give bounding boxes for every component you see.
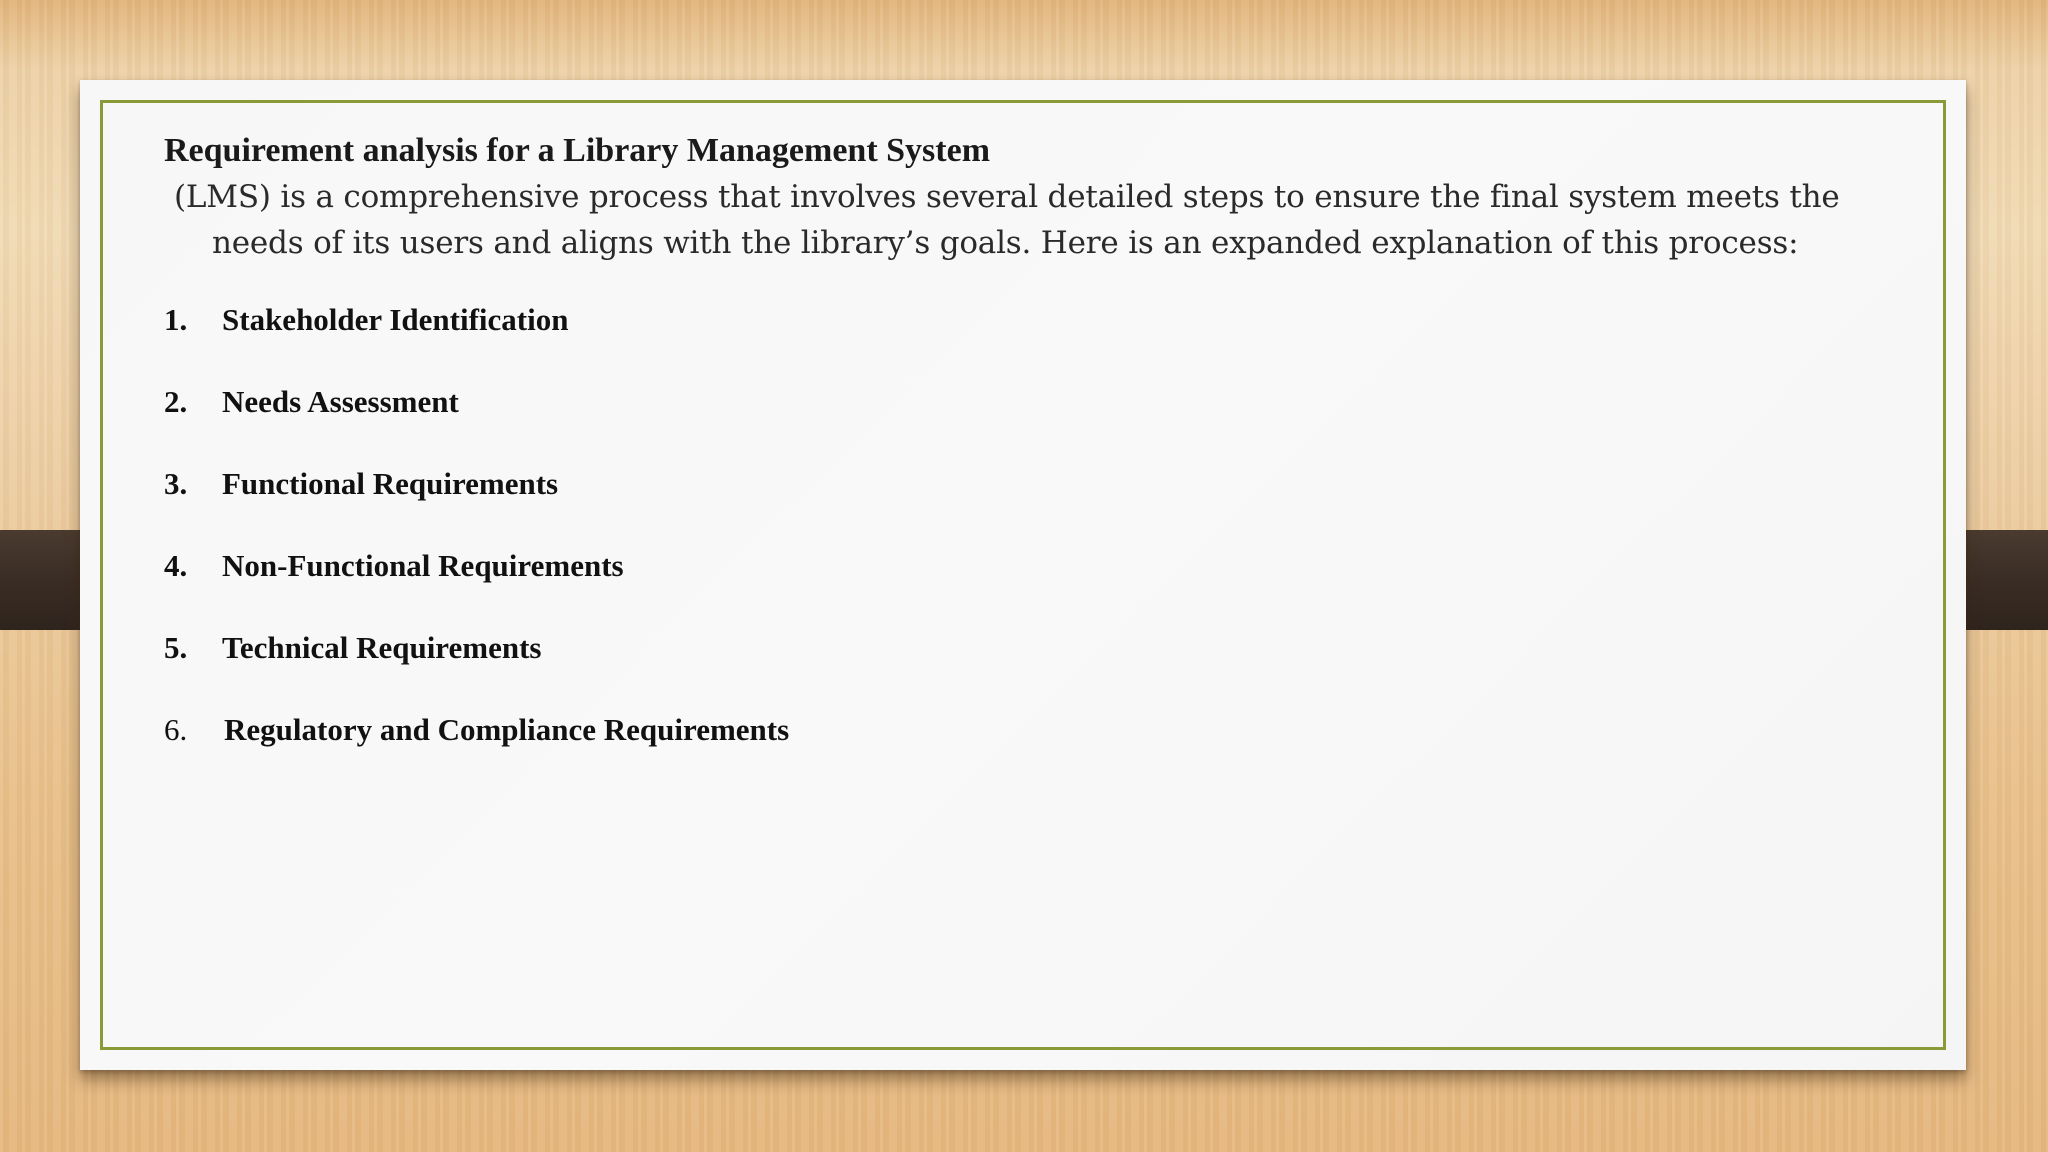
list-item-label: Regulatory and Compliance Requirements <box>224 712 790 747</box>
list-item <box>164 630 1904 712</box>
list-item-label: Technical Requirements <box>222 630 542 665</box>
slide-content <box>164 128 1904 794</box>
list-item-label: Non-Functional Requirements <box>222 548 624 583</box>
list-item-number: 5. <box>164 630 188 665</box>
list-item-number: 3. <box>164 466 188 501</box>
list-item <box>164 302 1904 384</box>
slide-intro-paragraph: (LMS) is a comprehensive process that involves several detailed steps to ensure the final system meets the needs of its users and aligns with the library’s goals. Here is an expanded explanation of this process: <box>174 179 1840 261</box>
list-item-number: 4. <box>164 548 188 583</box>
list-item <box>164 712 1904 794</box>
list-item-label: Functional Requirements <box>222 466 559 501</box>
list-item-label: Needs Assessment <box>222 384 459 419</box>
list-item-label: Stakeholder Identification <box>222 302 569 337</box>
list-item-number: 6. <box>164 712 188 747</box>
list-item-number: 2. <box>164 384 188 419</box>
list-item <box>164 466 1904 548</box>
requirements-list <box>164 302 1904 794</box>
list-item <box>164 548 1904 630</box>
list-item-number: 1. <box>164 302 188 337</box>
list-item <box>164 384 1904 466</box>
slide-heading: Requirement analysis for a Library Management System <box>164 132 991 169</box>
slide-card <box>80 80 1966 1070</box>
